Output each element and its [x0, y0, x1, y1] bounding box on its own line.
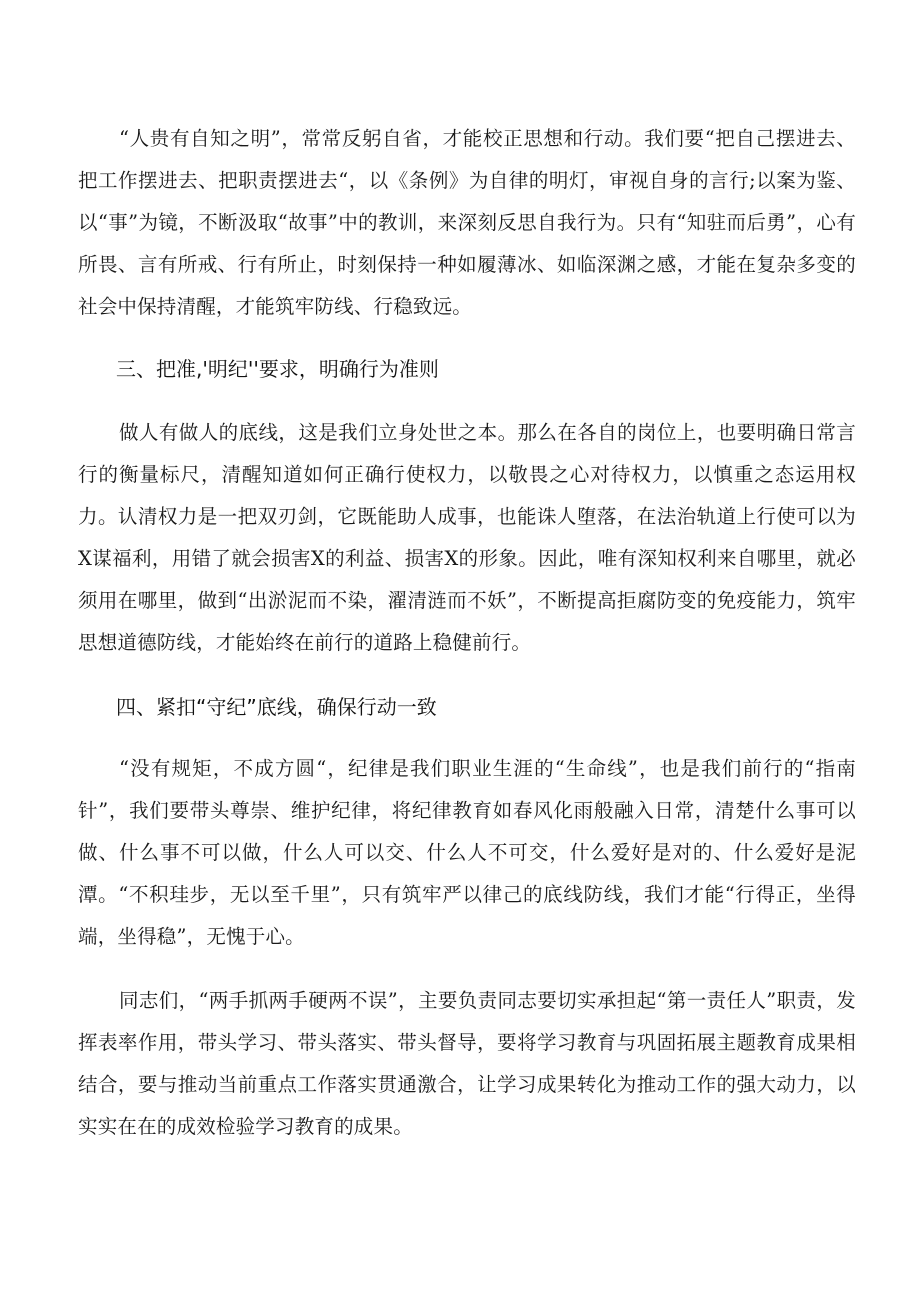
document-page — [78, 118, 856, 1148]
body-paragraph: 同志们，“两手抓两手硬两不误”，主要负责同志要切实承担起“第一责任人”职责，发挥表率作用，带头学习、带头落实、带头督导，要将学习教育与巩固拓展主题教育成果相结合，要与推动当前重点工作落实贯通激合，让学习成果转化为推动工作的强大动力，以实实在在的成效检验学习教育的成果。 — [78, 989, 856, 1138]
body-paragraph: “人贵有自知之明”，常常反躬自省，才能校正思想和行动。我们要“把自己摆进去、把工作摆进去、把职责摆进去“，以《条例》为自律的明灯，审视自身的言行;以案为鉴、以“事”为镜，不断汲取“故事”中的教训，来深刻反思自我行为。只有“知驻而后勇”，心有所畏、言有所戒、行有所止，时刻保持一种如履薄冰、如临深渊之感，才能在复杂多变的社会中保持清醒，才能筑牢防线、行稳致远。 — [78, 127, 856, 318]
body-paragraph: “没有规矩，不成方圆“，纪律是我们职业生涯的“生命线”，也是我们前行的“指南针”，我们要带头尊崇、维护纪律，将纪律教育如春风化雨般融入日常，清楚什么事可以做、什么事不可以做，什么人可以交、什么人不可交，什么爱好是对的、什么爱好是泥潭。“不积珪步，无以至千里”，只有筑牢严以律己的底线防线，我们才能“行得正，坐得端，坐得稳”，无愧于心。 — [78, 757, 856, 948]
body-paragraph: 做人有做人的底线，这是我们立身处世之本。那么在各自的岗位上，也要明确日常言行的衡量标尺，清醒知道如何正确行使权力，以敬畏之心对待权力，以慎重之态运用权力。认清权力是一把双刃剑，它既能助人成事，也能诛人堕落，在法治轨道上行使可以为X谋福利，用错了就会损害X的利益、损害X的形象。因此，唯有深知权利来自哪里，就必须用在哪里，做到“出淤泥而不染，濯清涟而不妖”，不断提高拒腐防变的免疫能力，筑牢思想道德防线，才能始终在前行的道路上稳健前行。 — [78, 421, 856, 654]
section-heading-4: 四、紧扣“守纪”底线，确保行动一致 — [116, 695, 437, 719]
section-heading-3: 三、把准,'明纪''要求，明确行为准则 — [116, 357, 439, 381]
